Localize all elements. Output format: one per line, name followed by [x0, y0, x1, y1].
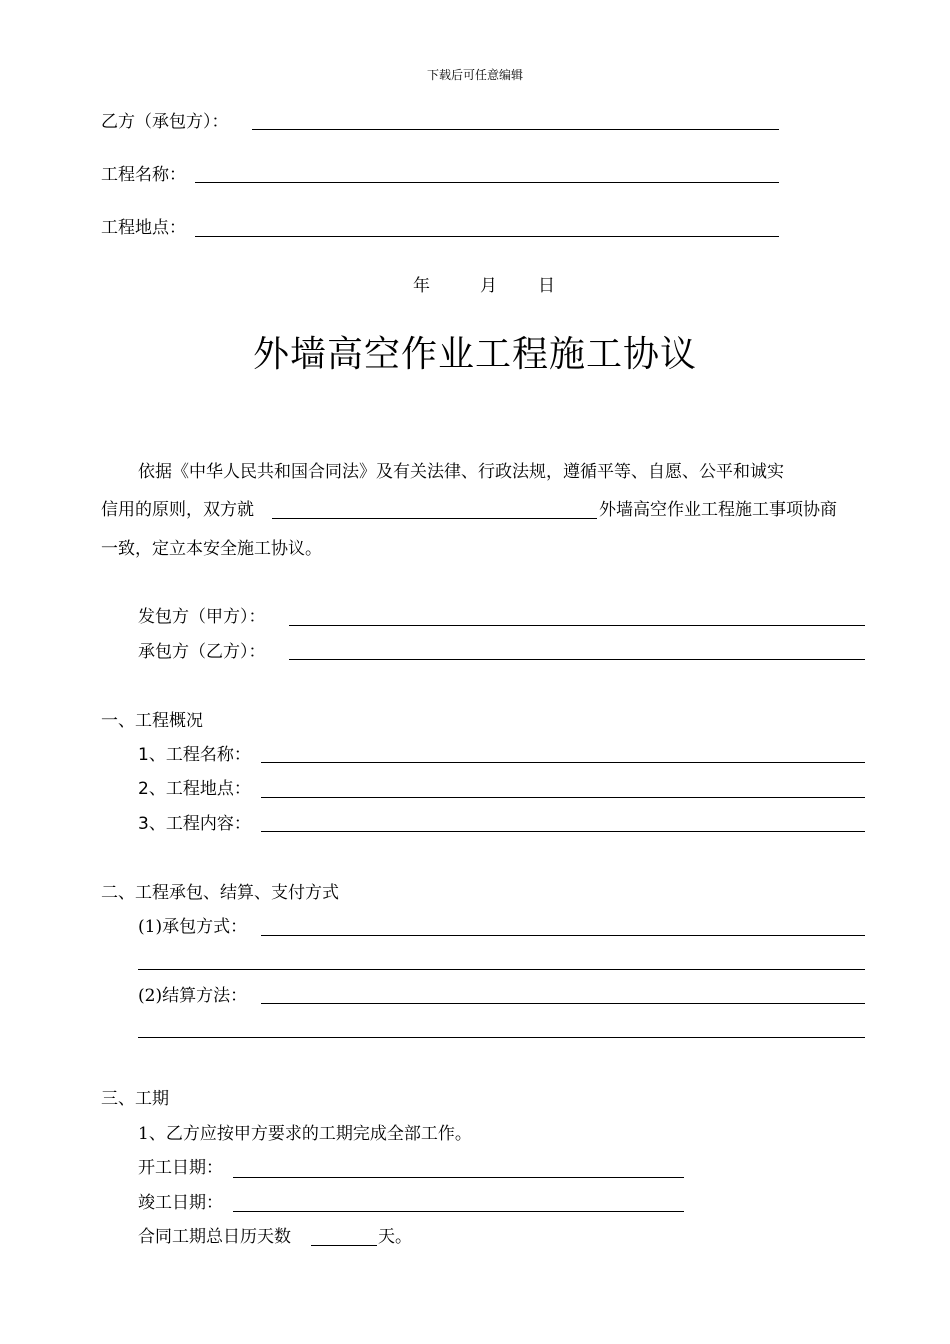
contractor-label: 承包方（乙方）：	[138, 642, 266, 662]
total-days-field[interactable]	[311, 1245, 377, 1246]
section-2-item-1-label: (1)承包方式：	[138, 917, 248, 937]
project-location-field[interactable]	[195, 236, 779, 237]
section-1-heading: 一、工程概况	[101, 711, 203, 731]
party-b-field[interactable]	[252, 129, 779, 130]
project-name-label: 工程名称：	[101, 165, 186, 185]
date-year: 年	[413, 276, 430, 296]
section-1-item-1-label: 1、工程名称：	[138, 745, 251, 765]
intro-line-2-suffix: 外墙高空作业工程施工事项协商	[599, 500, 837, 520]
end-date-field[interactable]	[233, 1211, 684, 1212]
section-2-item-1-field[interactable]	[261, 935, 865, 936]
intro-line-3: 一致，定立本安全施工协议。	[101, 539, 322, 559]
date-day: 日	[538, 276, 555, 296]
project-name-field[interactable]	[195, 182, 779, 183]
date-month: 月	[480, 276, 497, 296]
section-1-item-3-label: 3、工程内容：	[138, 814, 251, 834]
end-date-label: 竣工日期：	[138, 1193, 223, 1213]
start-date-label: 开工日期：	[138, 1158, 223, 1178]
section-2-heading: 二、工程承包、结算、支付方式	[101, 883, 339, 903]
section-2-item-1-field-continued[interactable]	[138, 969, 865, 970]
intro-line-1: 依据《中华人民共和国合同法》及有关法律、行政法规，遵循平等、自愿、公平和诚实	[138, 462, 784, 482]
section-2-item-2-field[interactable]	[261, 1003, 865, 1004]
document-title: 外墙高空作业工程施工协议	[252, 334, 697, 375]
section-3-heading: 三、工期	[101, 1089, 169, 1109]
total-days-prefix: 合同工期总日历天数	[138, 1227, 291, 1247]
project-location-label: 工程地点：	[101, 218, 186, 238]
section-1-item-2-field[interactable]	[261, 797, 865, 798]
party-b-label: 乙方（承包方）：	[101, 112, 229, 132]
section-2-item-2-label: (2)结算方法：	[138, 986, 248, 1006]
section-3-line-1: 1、乙方应按甲方要求的工期完成全部工作。	[138, 1124, 472, 1144]
employer-label: 发包方（甲方）：	[138, 607, 266, 627]
section-1-item-2-label: 2、工程地点：	[138, 779, 251, 799]
contractor-field[interactable]	[289, 659, 865, 660]
section-1-item-3-field[interactable]	[261, 831, 865, 832]
section-2-item-2-field-continued[interactable]	[138, 1037, 865, 1038]
employer-field[interactable]	[289, 625, 865, 626]
project-blank-field[interactable]	[272, 518, 597, 519]
start-date-field[interactable]	[233, 1177, 684, 1178]
header-note: 下载后可任意编辑	[426, 68, 523, 82]
total-days-suffix: 天。	[378, 1227, 412, 1247]
section-1-item-1-field[interactable]	[261, 762, 865, 763]
intro-line-2-prefix: 信用的原则，双方就	[101, 500, 254, 520]
